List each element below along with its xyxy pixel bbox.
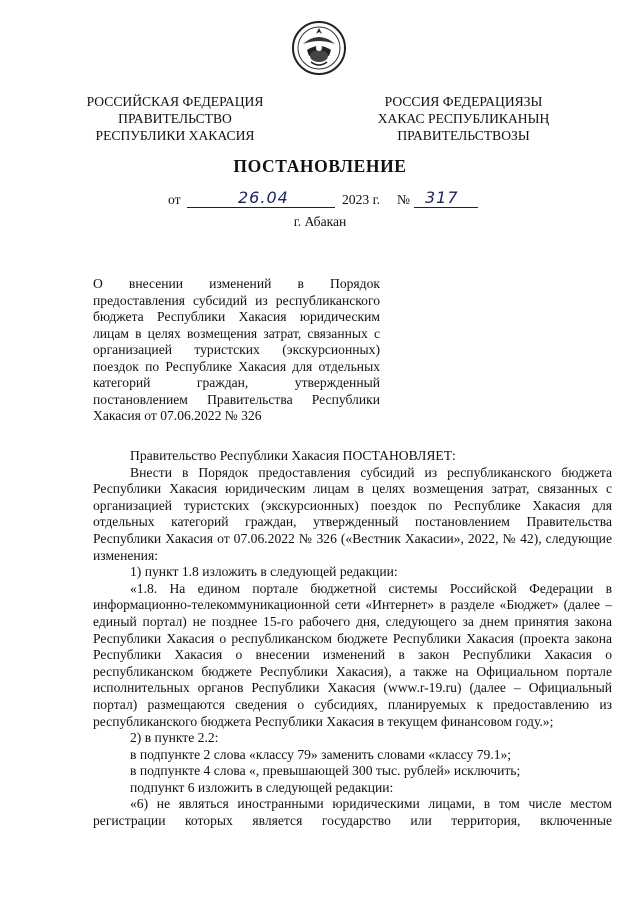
header-right-line: ХАКАС РЕСПУБЛИКАНЫҢ — [377, 111, 550, 126]
year-label: 2023 г. — [342, 192, 381, 207]
header-left-line: ПРАВИТЕЛЬСТВО — [118, 111, 232, 126]
body-paragraph: «1.8. На едином портале бюджетной системы Российской Федерации в информационно-телекоммуникационной сети «Интернет» в разделе «Бюджет» (далее – единый портал) не позднее 15-го рабочего дня, следующего за днем принятия закона Республики Хакасия о республиканском бюджете Республики Хакасия (проекта закона Республики Хакасия о внесении изменений в закон Республики Хакасия о республиканском бюджете Республики Хакасия), а также на Официальном портале исполнительных органов Республики Хакасия (www.r-19.ru) (далее – Официальный портал) размещаются сведения о субсидиях, планируемых к предоставлению из республиканского бюджета Республики Хакасия в текущем финансовом году.»; — [93, 580, 612, 729]
header-left-block — [80, 93, 270, 144]
body-paragraph: 2) в пункте 2.2: — [130, 730, 219, 746]
document-subject: О внесении изменений в Порядок предоставления субсидий из республиканского бюджета Республики Хакасия юридическим лицам в целях возмещения затрат, связанных с организацией туристских (экскурсионных) поездок по Республике Хакасия для отдельных категорий граждан, утвержденный постановлением Правительства Республики Хакасия от 07.06.2022 № 326 — [93, 276, 380, 423]
city-label: г. Абакан — [293, 214, 347, 229]
header-left-line: РОССИЙСКАЯ ФЕДЕРАЦИЯ — [86, 94, 264, 109]
header-right-block — [366, 93, 561, 144]
date-underline — [187, 207, 335, 208]
body-paragraph: подпункт 6 изложить в следующей редакции: — [130, 779, 394, 795]
number-label: № — [397, 192, 410, 207]
body-paragraph: Внести в Порядок предоставления субсидий из республиканского бюджета Республики Хакасия юридическим лицам в целях возмещения затрат, связанных с организацией туристских (экскурсионных) поездок по Республике Хакасия для отдельных категорий граждан, утвержденный постановлением Правительства Республики Хакасия от 07.06.2022 № 326 («Вестник Хакасии», 2022, № 42), следующие изменения: — [93, 464, 612, 563]
coat-of-arms-emblem — [291, 20, 347, 76]
number-underline — [414, 207, 478, 208]
header-right-line: РОССИЯ ФЕДЕРАЦИЯЗЫ — [384, 94, 543, 109]
body-paragraph: Правительство Республики Хакасия ПОСТАНОВЛЯЕТ: — [130, 448, 456, 463]
body-paragraph: 1) пункт 1.8 изложить в следующей редакции: — [130, 564, 398, 580]
from-label: от — [168, 192, 181, 207]
header-left-line: РЕСПУБЛИКИ ХАКАСИЯ — [95, 128, 255, 143]
body-paragraph: в подпункте 2 слова «классу 79» заменить словами «классу 79.1»; — [130, 746, 512, 762]
handwritten-number: 317 — [425, 188, 459, 207]
document-body — [93, 448, 612, 830]
handwritten-date: 26.04 — [238, 188, 289, 207]
document-title: ПОСТАНОВЛЕНИЕ — [233, 156, 407, 176]
body-paragraph: в подпункте 4 слова «, превышающей 300 тыс. рублей» исключить; — [130, 763, 521, 779]
body-paragraph: «6) не являться иностранными юридическими лицами, в том числе местом регистрации которых является государство или территория, включенные — [93, 796, 612, 829]
header-right-line: ПРАВИТЕЛЬСТВОЗЫ — [397, 128, 530, 143]
